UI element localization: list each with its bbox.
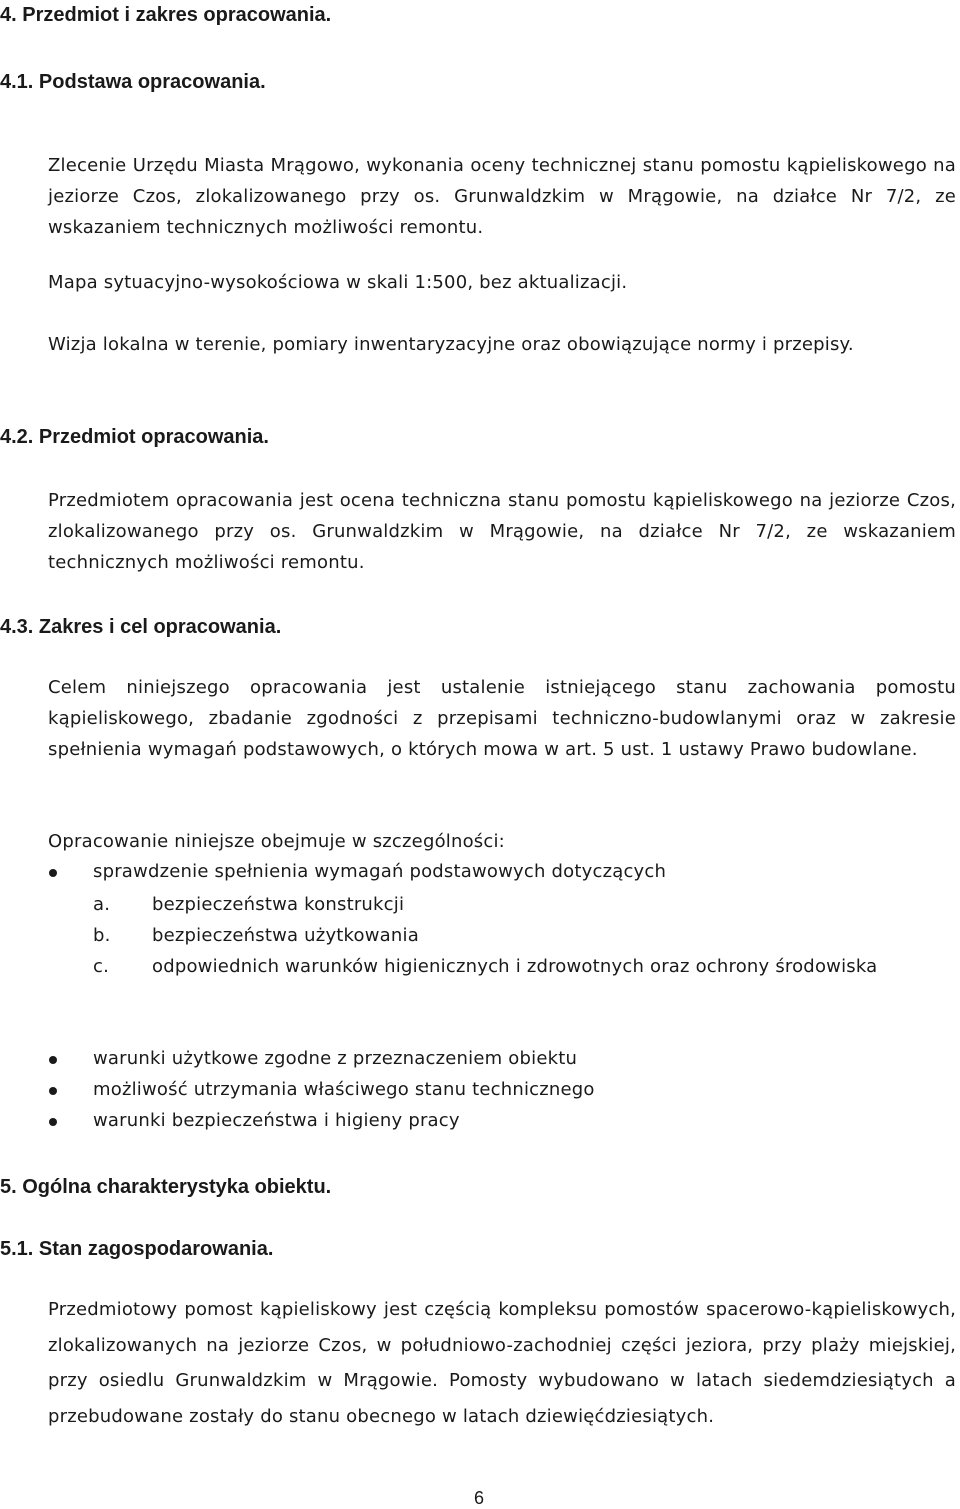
- sub-list-letter: b.: [93, 925, 111, 946]
- page-number: 6: [474, 1488, 485, 1508]
- list-item-text: sprawdzenie spełnienia wymagań podstawowych dotyczących: [93, 861, 667, 882]
- list-item-text: warunki użytkowe zgodne z przeznaczeniem obiektu: [93, 1048, 578, 1069]
- list-item: [49, 858, 909, 889]
- sub-list-item: [93, 951, 956, 1013]
- sub-list-item: [93, 889, 956, 920]
- section-4-3-heading: 4.3. Zakres i cel opracowania.: [0, 616, 282, 638]
- section-4-1-paragraph: Zlecenie Urzędu Miasta Mrągowo, wykonania oceny technicznej stanu pomostu kąpieliskowego na jeziorze Czos, zlokalizowanego przy os. Grunwaldzkim w Mrągowie, na działce Nr 7/2, ze wskazaniem technicznych możliwości remontu.: [48, 155, 956, 238]
- section-4-heading: 4. Przedmiot i zakres opracowania.: [0, 4, 332, 26]
- bullet-icon: [49, 1087, 57, 1095]
- sub-list-letter: c.: [93, 956, 110, 977]
- sub-list-item: [93, 920, 956, 951]
- section-4-3-intro: Opracowanie niniejsze obejmuje w szczególności:: [48, 831, 505, 852]
- section-5-1-heading: 5.1. Stan zagospodarowania.: [0, 1238, 274, 1260]
- section-4-1-heading: 4.1. Podstawa opracowania.: [0, 71, 266, 93]
- section-4-2-heading: 4.2. Przedmiot opracowania.: [0, 426, 269, 448]
- sub-list-text: bezpieczeństwa użytkowania: [152, 925, 419, 946]
- list-item: [49, 1045, 909, 1076]
- bullet-icon: [49, 869, 57, 877]
- sub-list-text: odpowiednich warunków higienicznych i zdrowotnych oraz ochrony środowiska: [152, 956, 878, 977]
- section-5-heading: 5. Ogólna charakterystyka obiektu.: [0, 1176, 332, 1198]
- sub-list-letter: a.: [93, 894, 111, 915]
- section-4-1-map-line: Mapa sytuacyjno-wysokościowa w skali 1:500, bez aktualizacji.: [48, 272, 628, 293]
- list-item-text: możliwość utrzymania właściwego stanu technicznego: [93, 1079, 595, 1100]
- section-4-3-paragraph: Celem niniejszego opracowania jest ustalenie istniejącego stanu zachowania pomostu kąpieliskowego, zbadanie zgodności z przepisami techniczno-budowlanymi oraz w zakresie spełnienia wymagań podstawowych, o których mowa w art. 5 ust. 1 ustawy Prawo budowlane.: [48, 677, 956, 760]
- list-item: [49, 1076, 909, 1107]
- list-item-text: warunki bezpieczeństwa i higieny pracy: [93, 1110, 460, 1131]
- section-4-1-inspection-line: Wizja lokalna w terenie, pomiary inwentaryzacyjne oraz obowiązujące normy i przepisy.: [48, 334, 854, 355]
- list-item: [49, 1107, 909, 1138]
- bullet-icon: [49, 1118, 57, 1126]
- bullet-icon: [49, 1056, 57, 1064]
- sub-list-text: bezpieczeństwa konstrukcji: [152, 894, 405, 915]
- section-4-2-paragraph: Przedmiotem opracowania jest ocena techniczna stanu pomostu kąpieliskowego na jeziorze Czos, zlokalizowanego przy os. Grunwaldzkim w Mrągowie, na działce Nr 7/2, ze wskazaniem technicznych możliwości remontu.: [48, 490, 956, 573]
- section-5-1-paragraph: Przedmiotowy pomost kąpieliskowy jest częścią kompleksu pomostów spacerowo-kąpieliskowych, zlokalizowanych na jeziorze Czos, w południowo-zachodniej części jeziora, przy plaży miejskiej, przy osiedlu Grunwaldzkim w Mrągowie. Pomosty wybudowano w latach siedemdziesiątych a przebudowane zostały do stanu obecnego w latach dziewięćdziesiątych.: [48, 1299, 956, 1427]
